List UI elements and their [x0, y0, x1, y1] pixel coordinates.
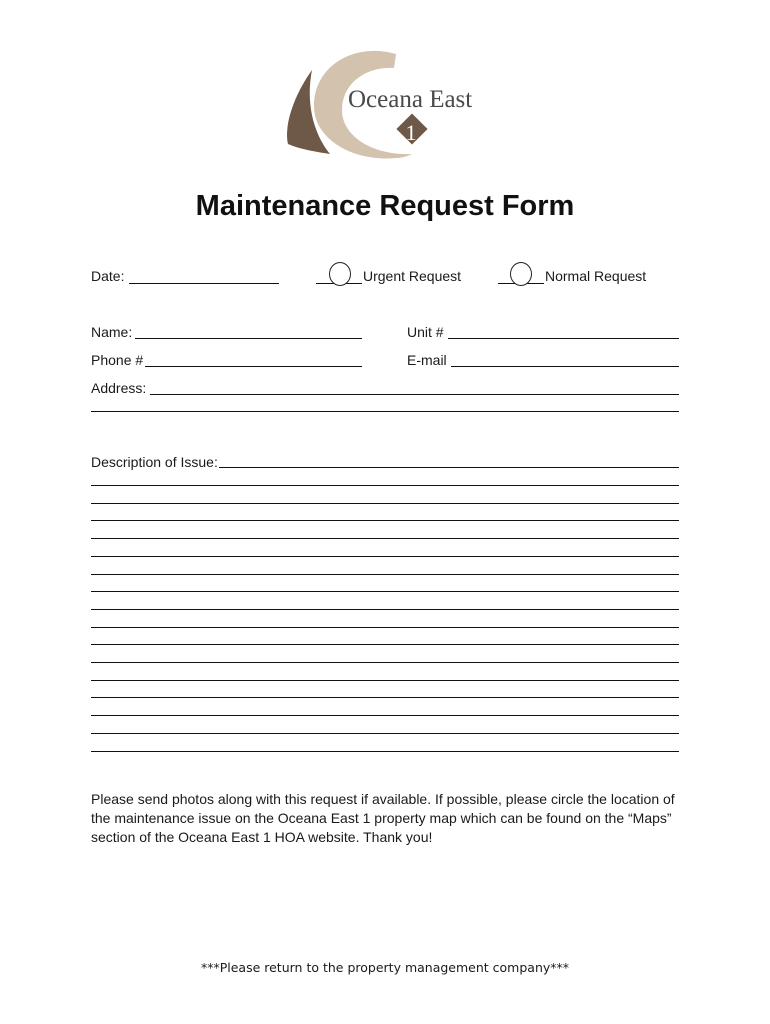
description-line[interactable] [91, 733, 679, 734]
description-line[interactable] [91, 751, 679, 752]
email-field[interactable] [451, 366, 679, 367]
address-field-line-2[interactable] [91, 411, 679, 412]
address-label: Address: [91, 380, 147, 396]
description-line[interactable] [91, 697, 679, 698]
description-line[interactable] [91, 591, 679, 592]
urgent-request-checkbox[interactable] [329, 262, 351, 286]
phone-field[interactable] [145, 366, 362, 367]
date-field[interactable] [129, 283, 279, 284]
description-line[interactable] [91, 538, 679, 539]
description-line[interactable] [91, 503, 679, 504]
name-field[interactable] [135, 338, 362, 339]
description-line[interactable] [91, 662, 679, 663]
footer-note: ***Please return to the property management company*** [200, 960, 570, 975]
address-field[interactable] [150, 394, 679, 395]
description-line[interactable] [91, 627, 679, 628]
phone-label: Phone # [91, 352, 144, 368]
description-field[interactable] [219, 467, 679, 468]
description-line[interactable] [91, 609, 679, 610]
urgent-request-label: Urgent Request [363, 268, 462, 284]
unit-field[interactable] [448, 338, 679, 339]
description-label: Description of Issue: [91, 454, 218, 470]
form-title: Maintenance Request Form [195, 190, 575, 222]
description-line[interactable] [91, 644, 679, 645]
description-line[interactable] [91, 556, 679, 557]
description-line[interactable] [91, 574, 679, 575]
description-line[interactable] [91, 680, 679, 681]
date-label: Date: [91, 268, 125, 284]
normal-request-label: Normal Request [545, 268, 647, 284]
name-label: Name: [91, 324, 133, 340]
logo-number: 1 [405, 120, 417, 145]
logo-name: Oceana East [348, 86, 473, 113]
description-line[interactable] [91, 715, 679, 716]
oceana-east-logo [284, 48, 494, 164]
instructions-note: Please send photos along with this request if available. If possible, please circle the location of the maintenance issue on the Oceana East 1 property map which can be found on the “Maps” section of the Oceana East 1 HOA website. Thank you! [91, 791, 675, 845]
email-label: E-mail [407, 352, 447, 368]
normal-request-checkbox[interactable] [510, 262, 532, 286]
description-line[interactable] [91, 485, 679, 486]
unit-label: Unit # [407, 324, 444, 340]
description-line[interactable] [91, 520, 679, 521]
